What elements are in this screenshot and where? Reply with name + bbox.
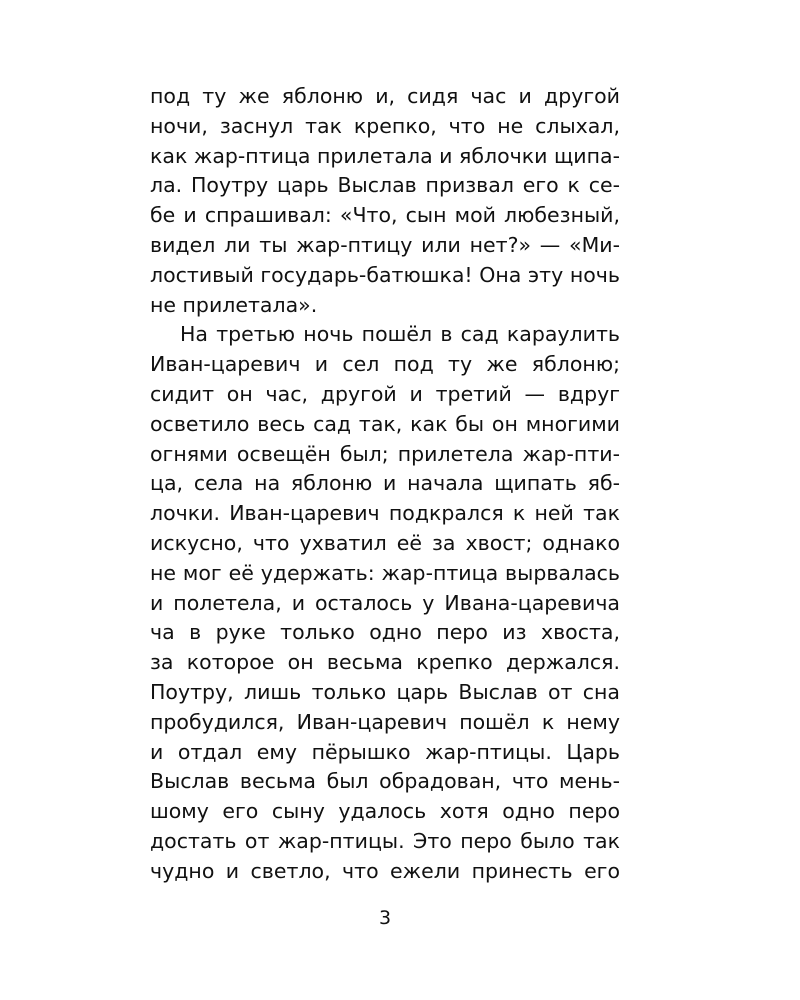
text-line: огнями освещён был; прилетела жар-пти- xyxy=(150,441,620,466)
text-line: и отдал ему пёрышко жар-птицы. Царь xyxy=(150,739,620,764)
text-line: лостивый государь-батюшка! Она эту ночь xyxy=(150,262,620,287)
text-line: шому его сыну удалось хотя одно перо xyxy=(150,799,620,824)
page-number: 3 xyxy=(378,907,392,929)
text-line: сидит он час, другой и третий — вдруг xyxy=(150,381,620,406)
text-line: искусно, что ухватил её за хвост; однако xyxy=(150,530,620,555)
text-line: не мог её удержать: жар-птица вырвалась xyxy=(150,560,620,585)
text-line: достать от жар-птицы. Это перо было так xyxy=(150,828,620,853)
text-line: бе и спрашивал: «Что, сын мой любезный, xyxy=(150,203,620,228)
text-line: чудно и светло, что ежели принесть его xyxy=(150,858,620,883)
text-line: Поутру, лишь только царь Выслав от сна xyxy=(150,679,620,704)
text-line: за которое он весьма крепко держался. xyxy=(150,650,620,675)
text-line: не прилетала». xyxy=(150,292,318,317)
text-line: ночи, заснул так крепко, что не слыхал, xyxy=(150,113,620,138)
text-line: Иван-царевич и сел под ту же яблоню; xyxy=(150,352,620,377)
text-line: как жар-птица прилетала и яблочки щипа- xyxy=(150,143,620,168)
text-line: ча в руке только одно перо из хвоста, xyxy=(150,620,620,645)
text-line: и полетела, и осталось у Ивана-царевичa xyxy=(150,590,620,615)
text-line: лочки. Иван-царевич подкрался к ней так xyxy=(150,501,620,526)
text-line: Выслав весьма был обрадован, что мень- xyxy=(150,769,620,794)
text-line: На третью ночь пошёл в сад караулить xyxy=(180,322,620,347)
text-line: осветило весь сад так, как бы он многими xyxy=(150,411,620,436)
text-line: видел ли ты жар-птицу или нет?» — «Ми- xyxy=(150,232,620,257)
text-line: пробудился, Иван-царевич пошёл к нему xyxy=(150,709,620,734)
text-line: ла. Поутру царь Выслав призвал его к се- xyxy=(150,173,620,198)
text-line: под ту же яблоню и, сидя час и другой xyxy=(150,84,620,108)
body-text xyxy=(150,82,620,887)
text-line: ца, села на яблоню и начала щипать яб- xyxy=(150,471,620,496)
